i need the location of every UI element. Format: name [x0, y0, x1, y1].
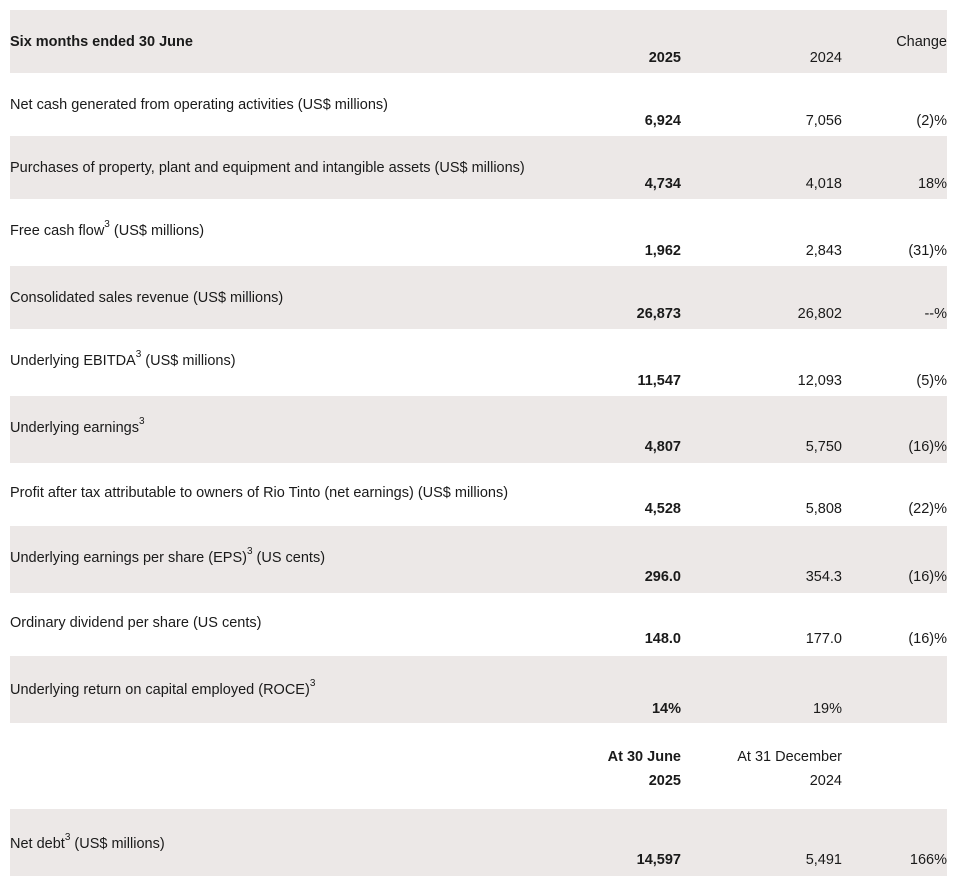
- col-31-december-2024-header: At 31 December 2024: [737, 749, 842, 789]
- table-row: [10, 73, 947, 136]
- footnote-marker: 3: [64, 832, 71, 844]
- value-2025: 26,873: [636, 306, 681, 322]
- footnote-marker: 3: [309, 678, 316, 690]
- table-row: [10, 396, 947, 463]
- value-2024: 2,843: [805, 243, 842, 259]
- row-label: Underlying earnings per share (EPS)$^3$ (US cents): [10, 546, 326, 566]
- value-2025: 11,547: [637, 373, 681, 389]
- value-change: --%: [924, 306, 947, 322]
- table-row: [10, 266, 947, 329]
- value-2025: 4,807: [644, 439, 681, 455]
- value-2025: 6,924: [644, 113, 681, 129]
- row-label: Underlying earnings$^3$: [10, 416, 145, 436]
- col-30-june-2025-header: At 30 June 2025: [607, 749, 681, 789]
- row-label: Consolidated sales revenue (US$ millions): [10, 290, 284, 306]
- value-2024: 5,750: [805, 439, 842, 455]
- value-2024: 5,491: [805, 852, 842, 868]
- value-2024: 5,808: [805, 501, 842, 517]
- value-2025: 1,962: [644, 243, 681, 259]
- key-financials-table: [10, 10, 947, 876]
- value-2025: 296.0: [644, 569, 681, 585]
- value-change: 166%: [909, 852, 947, 868]
- value-change: (31)%: [908, 243, 947, 259]
- row-label: Underlying EBITDA$^3$ (US$ millions): [10, 349, 236, 369]
- value-2024: 26,802: [797, 306, 842, 322]
- value-2024: 4,018: [805, 176, 842, 192]
- value-2025: 14,597: [636, 852, 681, 868]
- table-row: [10, 526, 947, 593]
- table-row: [10, 656, 947, 723]
- value-change: (2)%: [916, 113, 947, 129]
- row-label: Purchases of property, plant and equipment and intangible assets (US$ millions): [10, 160, 525, 176]
- footnote-marker: 3: [135, 349, 142, 361]
- row-label: Profit after tax attributable to owners of Rio Tinto (net earnings) (US$ millions): [10, 485, 509, 501]
- footnote-marker: 3: [246, 546, 253, 558]
- footnote-marker: 3: [138, 416, 145, 428]
- value-2025: 14%: [651, 701, 681, 717]
- row-label: Net debt$^3$ (US$ millions): [10, 832, 165, 852]
- row-label: Free cash flow$^3$ (US$ millions): [10, 219, 205, 239]
- value-2024: 7,056: [805, 113, 842, 129]
- value-change: 18%: [917, 176, 947, 192]
- row-label: Ordinary dividend per share (US cents): [10, 615, 262, 631]
- value-2025: 4,734: [644, 176, 681, 192]
- value-2025: 4,528: [644, 501, 681, 517]
- col-2025-header: 2025: [648, 50, 681, 66]
- table-header-row: [10, 10, 947, 73]
- table-row: [10, 199, 947, 266]
- footnote-marker: 3: [104, 219, 110, 231]
- col-change-header: Change: [896, 34, 947, 50]
- table-row: [10, 136, 947, 199]
- value-2024: 354.3: [805, 569, 842, 585]
- row-label: Underlying return on capital employed (ROCE)$^3$: [10, 678, 316, 698]
- value-change: (16)%: [908, 569, 947, 585]
- value-change: (16)%: [908, 439, 947, 455]
- row-label: Net cash generated from operating activities (US$ millions): [10, 97, 388, 113]
- net-debt-row: [10, 809, 947, 876]
- value-2024: 12,093: [797, 373, 842, 389]
- table-row: [10, 593, 947, 656]
- balance-sheet-header-row: [10, 723, 947, 809]
- table-row: [10, 329, 947, 396]
- table-row: [10, 463, 947, 526]
- period-label: Six months ended 30 June: [10, 34, 193, 50]
- value-change: (16)%: [908, 631, 947, 647]
- col-2024-header: 2024: [809, 50, 842, 66]
- value-change: (5)%: [916, 373, 947, 389]
- value-2024: 19%: [812, 701, 842, 717]
- value-2024: 177.0: [805, 631, 842, 647]
- value-2025: 148.0: [644, 631, 681, 647]
- value-change: (22)%: [908, 501, 947, 517]
